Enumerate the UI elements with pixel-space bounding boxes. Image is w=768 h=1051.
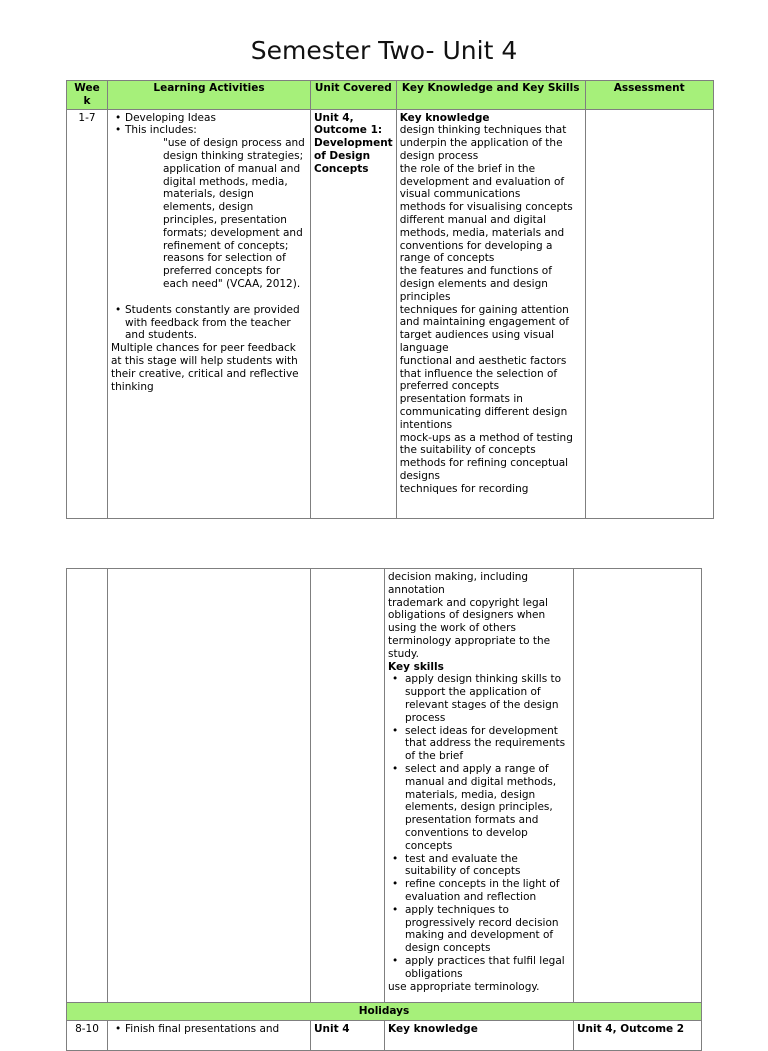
week-value: 8-10	[75, 1022, 99, 1035]
header-learning-activities: Learning Activities	[108, 81, 311, 110]
assessment-cell	[585, 109, 713, 518]
key-knowledge-cell	[396, 109, 585, 518]
header-unit-covered: Unit Covered	[311, 81, 397, 110]
list-item: • techniques for gaining attention and maintaining engagement of target audiences using visual language	[400, 304, 583, 355]
list-item: • test and evaluate the suitability of concepts	[388, 853, 571, 879]
page-title: Semester Two- Unit 4	[250, 36, 518, 65]
header-key-knowledge-skills: Key Knowledge and Key Skills	[396, 81, 585, 110]
unit-table-part-1	[66, 80, 714, 519]
unit-covered-cell	[311, 1020, 385, 1050]
holidays-row	[67, 1003, 702, 1021]
assessment-text: Unit 4, Outcome 2	[577, 1022, 685, 1035]
learning-activities-cell	[108, 1020, 311, 1050]
assessment-cell	[574, 569, 702, 1003]
unit-table-part-2	[66, 568, 702, 1051]
key-knowledge-heading: Key knowledge	[399, 111, 490, 124]
unit-covered-text: Unit 4	[314, 1022, 350, 1035]
list-item: • terminology appropriate to the study.	[388, 635, 571, 661]
list-item: • Developing Ideas	[111, 112, 307, 125]
header-assessment: Assessment	[585, 81, 713, 110]
list-item: • methods for refining conceptual designs	[400, 457, 583, 483]
list-item: • techniques for recording	[400, 483, 583, 496]
continued-text: decision making, including annotation	[388, 571, 529, 596]
learning-activities-cell	[108, 109, 311, 518]
list-item: • trademark and copyright legal obligations of designers when using the work of others	[388, 597, 571, 635]
week-cell	[67, 109, 108, 518]
key-knowledge-cell	[385, 569, 574, 1003]
unit-covered-cell	[311, 109, 397, 518]
list-item: • refine concepts in the light of evaluation and reflection	[388, 878, 571, 904]
list-item: • functional and aesthetic factors that influence the selection of preferred concepts	[400, 355, 583, 393]
list-item: • apply design thinking skills to support the application of relevant stages of the design process	[388, 673, 571, 724]
list-item: • mock-ups as a method of testing the suitability of concepts	[400, 432, 583, 458]
list-item: • select ideas for development that address the requirements of the brief	[388, 725, 571, 763]
learning-activities-cell	[108, 569, 311, 1003]
list-item: • different manual and digital methods, media, materials and conventions for developing a range of concepts	[400, 214, 583, 265]
list-item: • presentation formats in communicating different design intentions	[400, 393, 583, 431]
list-item: • methods for visualising concepts	[400, 201, 583, 214]
key-skills-tail: use appropriate terminology.	[388, 980, 540, 993]
week-value: 1-7	[78, 111, 96, 124]
key-knowledge-heading: Key knowledge	[388, 1022, 478, 1035]
assessment-cell	[574, 1020, 702, 1050]
week-cell	[67, 1020, 108, 1050]
quote-text: "use of design process and design thinking strategies; application of manual and digital methods, media, materials, design elements, design principles, presentation formats; development and refinement of concepts; reasons for selection of preferred concepts for each need" (VCAA, 2012).	[163, 137, 305, 290]
list-item: • the role of the brief in the development and evaluation of visual communications	[400, 163, 583, 201]
list-item: • apply techniques to progressively record decision making and development of design concepts	[388, 904, 571, 955]
holidays-label: Holidays	[358, 1005, 410, 1017]
list-item: • Finish final presentations and	[111, 1023, 307, 1036]
week-cell	[67, 569, 108, 1003]
list-item: • apply practices that fulfil legal obligations	[388, 955, 571, 981]
list-item: • design thinking techniques that underpin the application of the design process	[400, 124, 583, 162]
unit-covered-text: Unit 4, Outcome 1: Development of Design Concepts	[314, 111, 393, 175]
key-skills-heading: Key skills	[388, 660, 444, 673]
header-week: Wee k	[67, 81, 108, 110]
list-item: • Students constantly are provided with feedback from the teacher and students.	[111, 304, 307, 342]
list-item: • the features and functions of design elements and design principles	[400, 265, 583, 303]
list-item: • This includes:	[111, 124, 307, 137]
key-knowledge-cell	[385, 1020, 574, 1050]
unit-covered-cell	[311, 569, 385, 1003]
feedback-text: Multiple chances for peer feedback at this stage will help students with their creative, critical and reflective thinking	[111, 342, 299, 393]
list-item: • select and apply a range of manual and digital methods, materials, media, design elements, design principles, presentation formats and conventions to develop concepts	[388, 763, 571, 853]
